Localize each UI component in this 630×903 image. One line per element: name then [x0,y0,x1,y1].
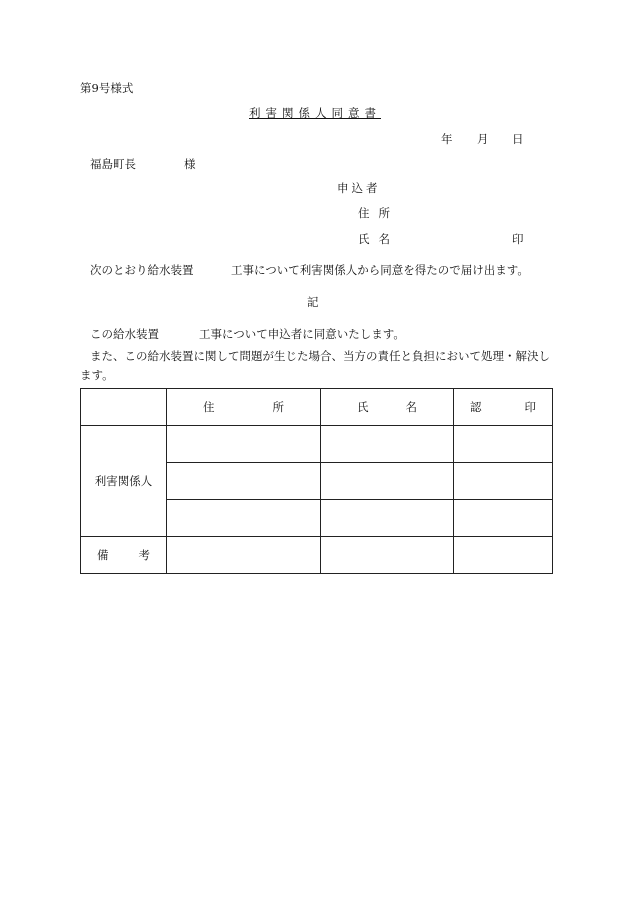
responsibility-text: また、この給水装置に関して問題が生じた場合、当方の責任と負担において処理・解決します。 [80,349,550,382]
intro-text-part2: 工事について利害関係人から同意を得たので届け出ます。 [231,263,529,277]
party-2-name-field[interactable] [321,463,454,500]
party-1-name-field[interactable] [321,426,454,463]
party-3-address-field[interactable] [167,500,321,537]
document-title: 利害関係人同意書 [249,106,381,120]
ki-heading: 記 [307,295,319,309]
interested-party-group-label: 利害関係人 [81,426,167,537]
applicant-address-label: 住所 [358,206,399,220]
header-name-char-1: 氏 [357,400,369,414]
header-address-char-2: 所 [272,400,284,414]
date-day-label: 日 [512,132,524,146]
intro-text-part1: 次のとおり給水装置 [90,263,194,277]
form-number: 第9号様式 [80,81,134,95]
table-header-row [81,389,553,426]
header-empty-cell [81,389,167,426]
applicant-seal-mark: 印 [512,232,524,246]
header-name-cell [321,389,454,426]
consent-text-part1: この給水装置 [90,327,159,341]
applicant-name-label: 氏名 [358,232,399,246]
remarks-label-cell [81,537,167,574]
header-seal-char-1: 認 [470,400,482,414]
header-name-char-2: 名 [405,400,417,414]
header-address-char-1: 住 [203,400,215,414]
party-1-address-field[interactable] [167,426,321,463]
remarks-field-2[interactable] [321,537,454,574]
remarks-field-1[interactable] [167,537,321,574]
applicant-label: 申込者 [337,181,381,195]
party-3-name-field[interactable] [321,500,454,537]
remarks-row [81,537,553,574]
remarks-label-char-2: 考 [138,548,150,562]
party-1-seal-field[interactable] [454,426,553,463]
party-2-seal-field[interactable] [454,463,553,500]
party-3-seal-field[interactable] [454,500,553,537]
remarks-label-char-1: 備 [97,548,109,562]
date-month-label: 月 [477,132,489,146]
addressee-honorific: 様 [184,157,196,171]
interested-parties-table [80,388,553,574]
header-address-cell [167,389,321,426]
date-year-label: 年 [441,132,453,146]
table-row [81,426,553,463]
remarks-field-3[interactable] [454,537,553,574]
consent-text-part2: 工事について申込者に同意いたします。 [199,327,405,341]
header-seal-cell [454,389,553,426]
header-seal-char-2: 印 [524,400,536,414]
addressee-name: 福島町長 [90,157,136,171]
party-2-address-field[interactable] [167,463,321,500]
